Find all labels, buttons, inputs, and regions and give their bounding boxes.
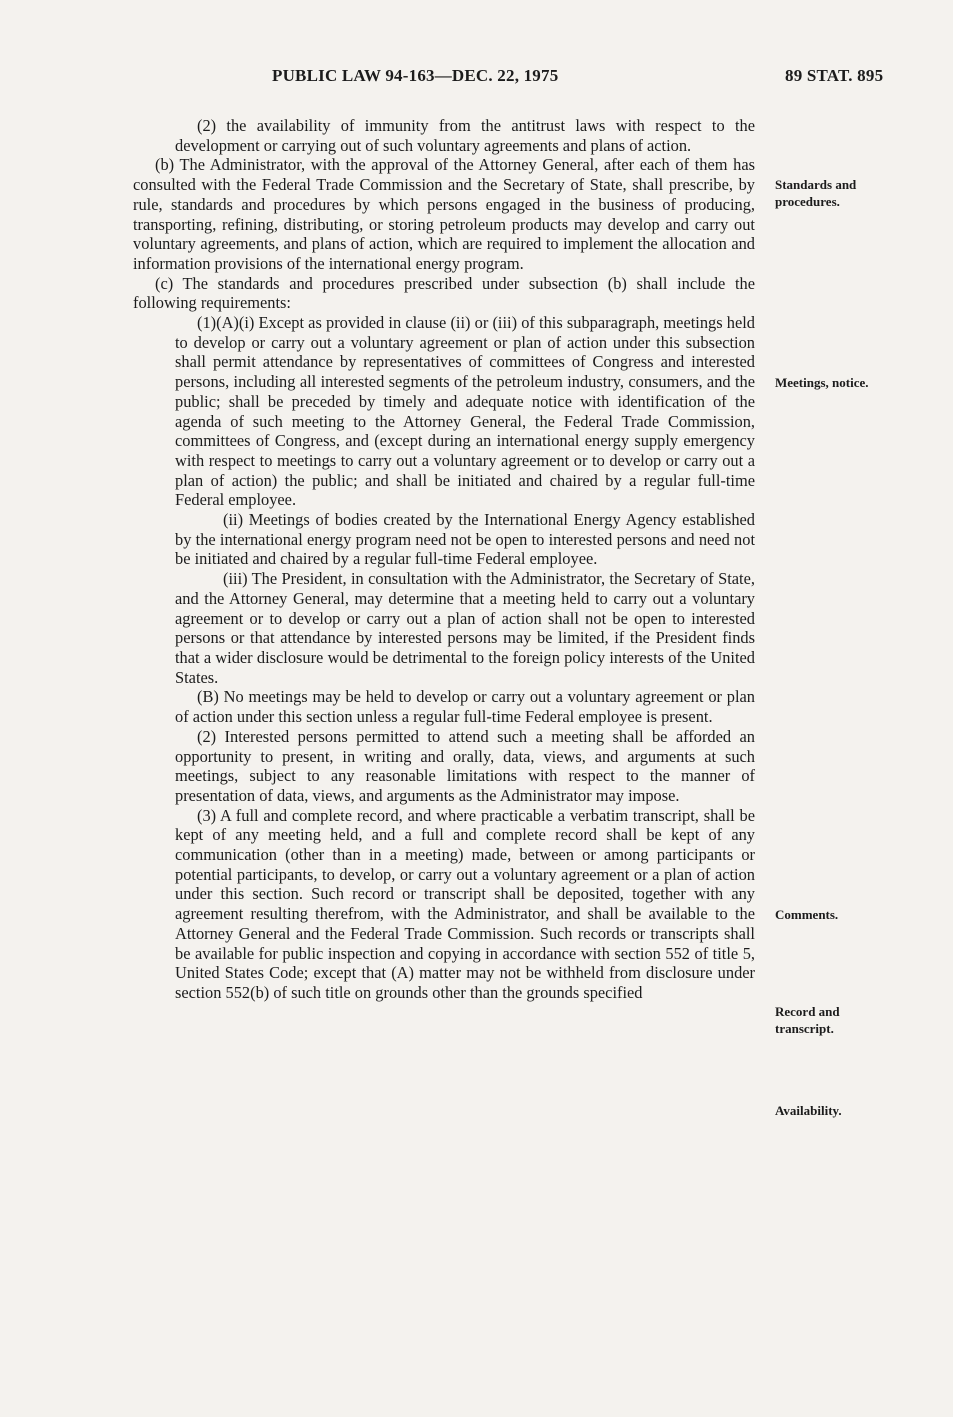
margin-note-record: Record and transcript. [775, 1004, 840, 1036]
paragraph-c3: (3) A full and complete record, and where practicable a verbatim transcript, shall be kept of any meeting held, and a full and complete record shall be kept of any communication (other than in a meeting) made, between or among participants or potential participants, to develop, or carry out a voluntary agreement or a plan of action under this section. Such record or transcript shall be deposited, together with any agreement resulting therefrom, with the Administrator, and shall be available to the Attorney General and the Federal Trade Commission. Such records or transcripts shall be available for public inspection and copying in accordance with section 552 of title 5, United States Code; except that (A) matter may not be withheld from disclosure under section 552(b) of such title on grounds other than the grounds specified [175, 805, 755, 1002]
paragraph-b: (b) The Administrator, with the approval of the Attorney General, after each of them has consulted with the Federal Trade Commission and the Secretary of State, shall prescribe, by rule, standards and procedures by which persons engaged in the business of producing, transporting, refining, distributing, or storing petroleum products may develop and carry out voluntary agreements, and plans of action, which are required to implement the allocation and information provisions of the international energy program. [133, 155, 755, 273]
paragraph-c1-b: (B) No meetings may be held to develop or carry out a voluntary agreement or plan of action under this section unless a regular full-time Federal employee is present. [175, 687, 755, 727]
margin-note-comments: Comments. [775, 907, 839, 922]
paragraph-c1-a-i: (1)(A)(i) Except as provided in clause (ii) or (iii) of this subparagraph, meetings held to develop or carry out a voluntary agreement or plan of action under this subsection shall permit attendance by representatives of committees of Congress and interested persons, including all interested segments of the petroleum industry, consumers, and the public; shall be preceded by timely and adequate notice with identification of the agenda of such meeting to the Attorney General, the Federal Trade Commission, committees of Congress, and (except during an international energy supply emergency with respect to meetings to carry out a voluntary agreement or to develop or carry out a plan of action) the public; and shall be initiated and chaired by a regular full-time Federal employee. [175, 313, 755, 510]
margin-note-availability: Availability. [775, 1103, 842, 1118]
paragraph-a2: (2) the availability of immunity from the antitrust laws with respect to the development or carrying out of such voluntary agreements and plans of action. [175, 116, 755, 155]
margin-note-standards: Standards and procedures. [775, 177, 857, 209]
paragraph-c: (c) The standards and procedures prescribed under subsection (b) shall include the following requirements: [133, 273, 755, 313]
margin-note-meetings: Meetings, notice. [775, 375, 869, 390]
running-head-title: PUBLIC LAW 94-163—DEC. 22, 1975 [272, 66, 559, 85]
statute-body [133, 116, 755, 1003]
paragraph-c2: (2) Interested persons permitted to attend such a meeting shall be afforded an opportunity to present, in writing and orally, data, views, and arguments at such meetings, subject to any reasonable limitations with respect to the manner of presentation of data, views, and arguments as the Administrator may impose. [175, 726, 755, 805]
statute-page-number: 89 STAT. 895 [785, 66, 884, 85]
paragraph-c1-a-iii: (iii) The President, in consultation with the Administrator, the Secretary of State, and the Attorney General, may determine that a meeting held to carry out a voluntary agreement or to develop or carry out a plan of action shall not be open to interested persons or that attendance by interested persons may be limited, if the President finds that a wider disclosure would be detrimental to the foreign policy interests of the United States. [175, 569, 755, 687]
paragraph-c1-a-ii: (ii) Meetings of bodies created by the International Energy Agency established by the international energy program need not be open to interested persons and need not be initiated and chaired by a regular full-time Federal employee. [175, 510, 755, 569]
